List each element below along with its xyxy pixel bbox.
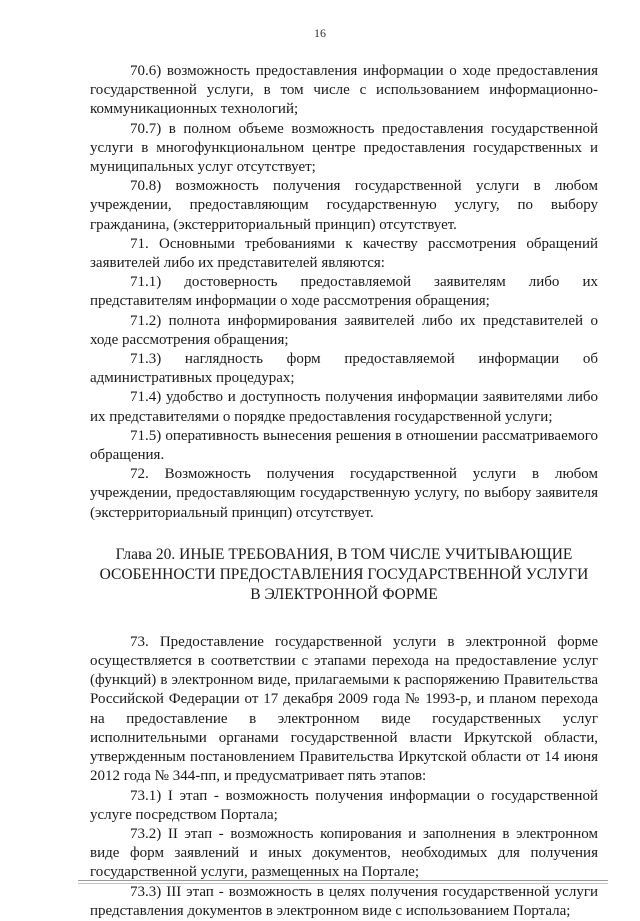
paragraph-73-3: 73.3) III этап - возможность в целях получения государственной услуги представления документов в электронном виде с использованием Портала; — [90, 883, 598, 919]
document-body — [90, 62, 598, 921]
paragraph-71-4: 71.4) удобство и доступность получения информации заявителями либо их представителями о порядке предоставления государственной услуги; — [90, 389, 598, 425]
page-number: 16 — [314, 26, 326, 40]
paragraph-70-7: 70.7) в полном объеме возможность предоставления государственной услуги в многофункциональном центре предоставления государственных и муниципальных услуг отсутствует; — [90, 120, 598, 176]
paragraph-71-3: 71.3) наглядность форм предоставляемой информации об административных процедурах; — [90, 351, 598, 387]
paragraph-71-1: 71.1) достоверность предоставляемой заявителям либо их представителям информации о ходе рассмотрения обращения; — [90, 274, 598, 310]
paragraph-73: 73. Предоставление государственной услуги в электронной форме осуществляется в соответствии с этапами перехода на предоставление услуг (функций) в электронном виде, прилагаемыми к распоряжению Правительства Российской Федерации от 17 декабря 2009 года № 1993-р, и планом перехода на предоставление в электронном виде государственных услуг исполнительными органами государственной власти Иркутской области, утвержденным постановлением Правительства Иркутской области от 14 июня 2012 года № 344-пп, и предусматривает пять этапов: — [90, 633, 598, 785]
chapter-heading: Глава 20. ИНЫЕ ТРЕБОВАНИЯ, В ТОМ ЧИСЛЕ УЧИТЫВАЮЩИЕ ОСОБЕННОСТИ ПРЕДОСТАВЛЕНИЯ ГОСУДАРСТВЕННОЙ УСЛУГИ В ЭЛЕКТРОННОЙ ФОРМЕ — [99, 545, 589, 603]
paragraph-73-1: 73.1) I этап - возможность получения информации о государственной услуге посредством Портала; — [90, 787, 598, 823]
footer-rule-secondary — [78, 883, 608, 884]
paragraph-71-2: 71.2) полнота информирования заявителей либо их представителей о ходе рассмотрения обращения; — [90, 312, 598, 348]
paragraph-71-5: 71.5) оперативность вынесения решения в отношении рассматриваемого обращения. — [90, 427, 598, 464]
paragraph-70-6: 70.6) возможность предоставления информации о ходе предоставления государственной услуги, в том числе с использованием информационно-коммуникационных технологий; — [90, 63, 598, 118]
footer-rule — [78, 880, 608, 881]
paragraph-73-2: 73.2) II этап - возможность копирования и заполнения в электронном виде форм заявлений и иных документов, необходимых для получения государственной услуги, размещенных на Портале; — [90, 825, 598, 881]
paragraph-72: 72. Возможность получения государственной услуги в любом учреждении, предоставляющим государственную услугу, по выбору заявителя (экстерриториальный принцип) отсутствует. — [90, 466, 598, 521]
paragraph-71: 71. Основными требованиями к качеству рассмотрения обращений заявителей либо их представителей являются: — [90, 235, 598, 272]
paragraph-70-8: 70.8) возможность получения государственной услуги в любом учреждении, предоставляющим государственную услугу, по выбору гражданина, (экстерриториальный принцип) отсутствует. — [90, 178, 598, 233]
